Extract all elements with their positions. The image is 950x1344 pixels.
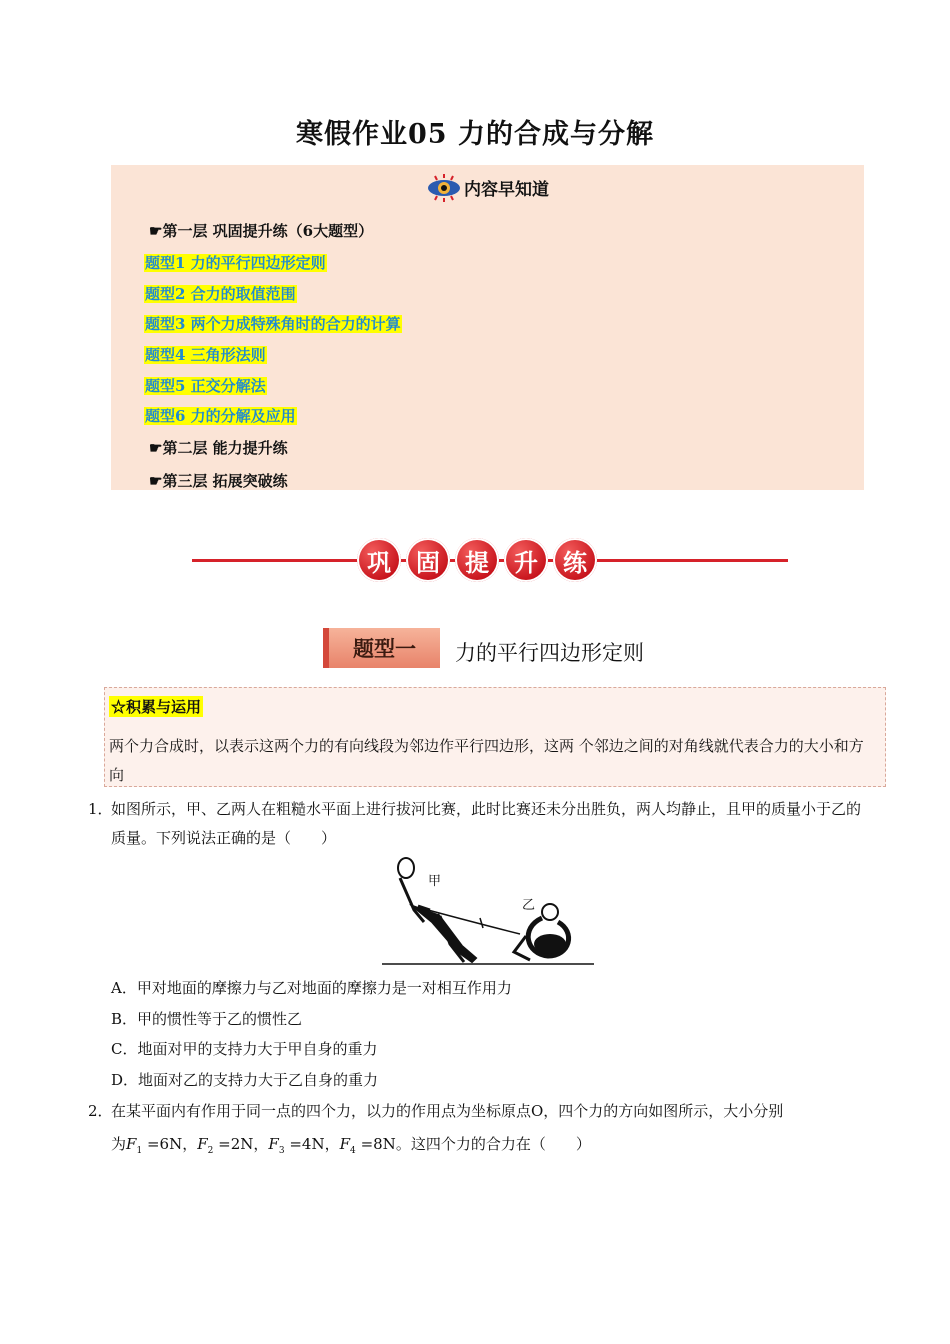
section-banner [192,536,788,586]
knowledge-text: 两个力合成时，以表示这两个力的有向线段为邻边作平行四边形，这两 个邻边之间的对角线就代表合力的大小和方向 [109,737,864,784]
toc-item-1[interactable]: 题型1 力的平行四边形定则 [145,254,326,272]
force-f4: =8N [360,1135,396,1153]
toc-item-5[interactable]: 题型5 正交分解法 [145,377,266,395]
question-1-text: 如图所示，甲、乙两人在粗糙水平面上进行拔河比赛，此时比赛还未分出胜负，两人均静止，且甲的质量小于乙的质量。下列说法正确的是（ ） [111,800,862,847]
banner-char-1: 巩 [357,538,401,582]
toc-item-2[interactable]: 题型2 合力的取值范围 [145,285,296,303]
banner-char-2: 固 [406,538,450,582]
banner-char-4: 升 [504,538,548,582]
eye-icon [426,173,462,208]
toc-heading [111,173,864,208]
question-1-number: 1． [88,800,113,818]
toc-heading-text: 内容早知道 [464,180,549,200]
question-1-option-b[interactable]: B．甲的惯性等于乙的惯性乙 [111,1010,303,1028]
figure-label-jia: 甲 [428,874,442,889]
toc-item-3[interactable]: 题型3 两个力成特殊角时的合力的计算 [145,315,401,333]
toc-layer-3[interactable]: ☛第三层 拓展突破练 [149,472,288,490]
question-1-option-a[interactable]: A．甲对地面的摩擦力与乙对地面的摩擦力是一对相互作用力 [111,979,512,997]
question-1-option-d[interactable]: D．地面对乙的支持力大于乙自身的重力 [111,1071,379,1089]
toc-box [111,165,864,490]
tug-of-war-figure [380,852,596,968]
toc-item-6[interactable]: 题型6 力的分解及应用 [145,407,296,425]
section-type-tag: 题型一 [323,628,440,668]
force-f1: =6N [146,1135,183,1153]
toc-layer-2[interactable]: ☛第二层 能力提升练 [149,439,288,457]
force-f3: =4N [289,1135,325,1153]
document-title: 寒假作业05 力的合成与分解 [296,119,654,150]
figure-label-yi: 乙 [522,898,536,913]
toc-item-4[interactable]: 题型4 三角形法则 [145,346,266,364]
toc-layer-1[interactable]: ☛第一层 巩固提升练（6大题型） [149,222,374,240]
question-2-text: 在某平面内有作用于同一点的四个力，以力的作用点为坐标原点O，四个力的方向如图所示，大小分别 [111,1102,784,1120]
section-type-title: 力的平行四边形定则 [455,641,644,665]
question-1-option-c[interactable]: C．地面对甲的支持力大于甲自身的重力 [111,1040,378,1058]
knowledge-box [104,687,886,787]
question-2-forces: 为$F_1 =6N$，$F_2 =2N$，$F_3 =4N$，$F_4 =8N$。这四个力的合力在（ ） [111,1135,591,1156]
banner-char-3: 提 [455,538,499,582]
force-f2: =2N [218,1135,254,1153]
question-2-number: 2． [88,1102,113,1120]
knowledge-tag: ☆积累与运用 [111,698,202,716]
banner-char-5: 练 [553,538,597,582]
